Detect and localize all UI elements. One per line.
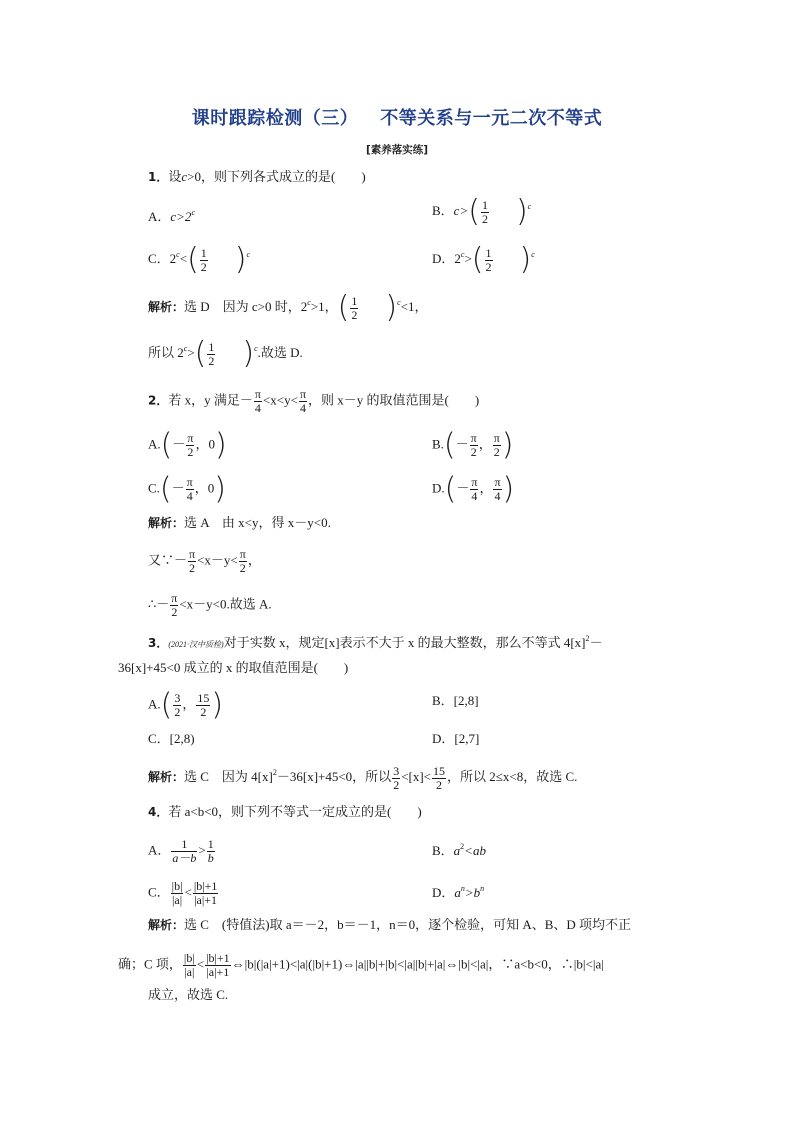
q2-option-a: A.(－ $\frac{\pi}{2}$ ，0) bbox=[148, 427, 227, 463]
q2-option-d: D.(－ $\frac{\pi}{4}$ ， $\frac{\pi}{4}$ ) bbox=[432, 471, 515, 507]
q2-stem: 2．若 x，y 满足－ $\frac{\pi}{4}$ <x<y< $\frac{\pi}{4}$ ，则 x－y 的取值范围是( ) bbox=[148, 387, 480, 415]
q4-solution-line1: 解析：选 C (特值法)取 a＝－2，b＝－1，n＝0，逐个检验，可知 A、B、D 项均不正 bbox=[148, 917, 632, 932]
q2-option-c: C.(－ $\frac{\pi}{4}$ ，0) bbox=[148, 471, 226, 507]
q1-stem: 1．设c>0，则下列各式成立的是( ) bbox=[148, 169, 366, 184]
q4-option-b: B．$a^2<ab$ bbox=[432, 842, 486, 858]
q2-solution-line3: ∴－ $\frac{\pi}{2}$ <x－y<0.故选 A. bbox=[148, 591, 272, 619]
q3-stem-line1: 3．(2021·汉中质检)对于实数 x，规定[x]表示不大于 x 的最大整数，那么不等式 $4[x]^2-$ bbox=[148, 634, 603, 650]
q1-solution-line1: 解析：选 D 因为 c>0 时，$2^c>1$，( $\frac{1}{2}$ )$^c$<1， bbox=[148, 290, 428, 326]
q1-option-c: C．$2^c<$( $\frac{1}{2}$ )$^c$ bbox=[148, 242, 251, 278]
page-title bbox=[0, 104, 794, 130]
q4-option-a: A． $\frac{1}{a-b}$ > $\frac{1}{b}$ bbox=[148, 837, 214, 865]
q1-option-d: D．$2^c>$( $\frac{1}{2}$ )$^c$ bbox=[432, 242, 535, 278]
title-main: 课时跟踪检测（三） bbox=[191, 108, 359, 129]
q3-option-c: C．[2,8) bbox=[148, 731, 195, 746]
q3-stem-line2: 36[x]+45<0 成立的 x 的取值范围是( ) bbox=[118, 660, 349, 675]
title-topic: 不等关系与一元二次不等式 bbox=[380, 108, 603, 129]
q4-option-d: D．$a^n>b^n$ bbox=[432, 884, 485, 900]
q2-option-b: B.(－ $\frac{\pi}{2}$ ， $\frac{\pi}{2}$ ) bbox=[432, 427, 514, 463]
q3-option-d: D．[2,7] bbox=[432, 731, 480, 746]
q4-stem: 4．若 a<b<0，则下列不等式一定成立的是( ) bbox=[148, 804, 422, 819]
q4-solution-line3: 成立，故选 C. bbox=[148, 987, 229, 1002]
q2-solution-line1: 解析：选 A 由 x<y，得 x－y<0. bbox=[148, 515, 331, 530]
q4-solution-line2: 确；C 项， $\frac{|b|}{|a|}$ < $\frac{|b|+1}{|a|+1}$ ⇔|b|(|a|+1)<|a|(|b|+1)⇔|a||b|+|b|<|a||b|+|a|⇔|b|<|a|，∵a<b<0，∴|b|<|a| bbox=[118, 951, 604, 979]
q2-solution-line2: 又∵－ $\frac{\pi}{2}$ <x－y< $\frac{\pi}{2}$ ， bbox=[148, 547, 261, 575]
q1-option-a: A．$c>2^c$ bbox=[148, 208, 195, 224]
q3-solution: 解析：选 C 因为 $4[x]^2-36[x]+45<0$，所以 $\frac{3}{2}$ <[x]< $\frac{15}{2}$ ，所以 2≤x<8，故选 C. bbox=[148, 763, 578, 792]
q4-option-c: C． $\frac{|b|}{|a|}$ < $\frac{|b|+1}{|a|+1}$ bbox=[148, 879, 218, 907]
q3-option-a: A.( $\frac{3}{2}$ ， $\frac{15}{2}$ ) bbox=[148, 687, 224, 723]
section-tag: [素养落实练] bbox=[365, 144, 429, 156]
q1-solution-line2: 所以 $2^c>$( $\frac{1}{2}$ )$^c$.故选 D. bbox=[148, 336, 303, 372]
q1-option-b: B．c>( $\frac{1}{2}$ )$^c$ bbox=[432, 194, 532, 230]
q3-option-b: B．[2,8] bbox=[432, 693, 479, 708]
